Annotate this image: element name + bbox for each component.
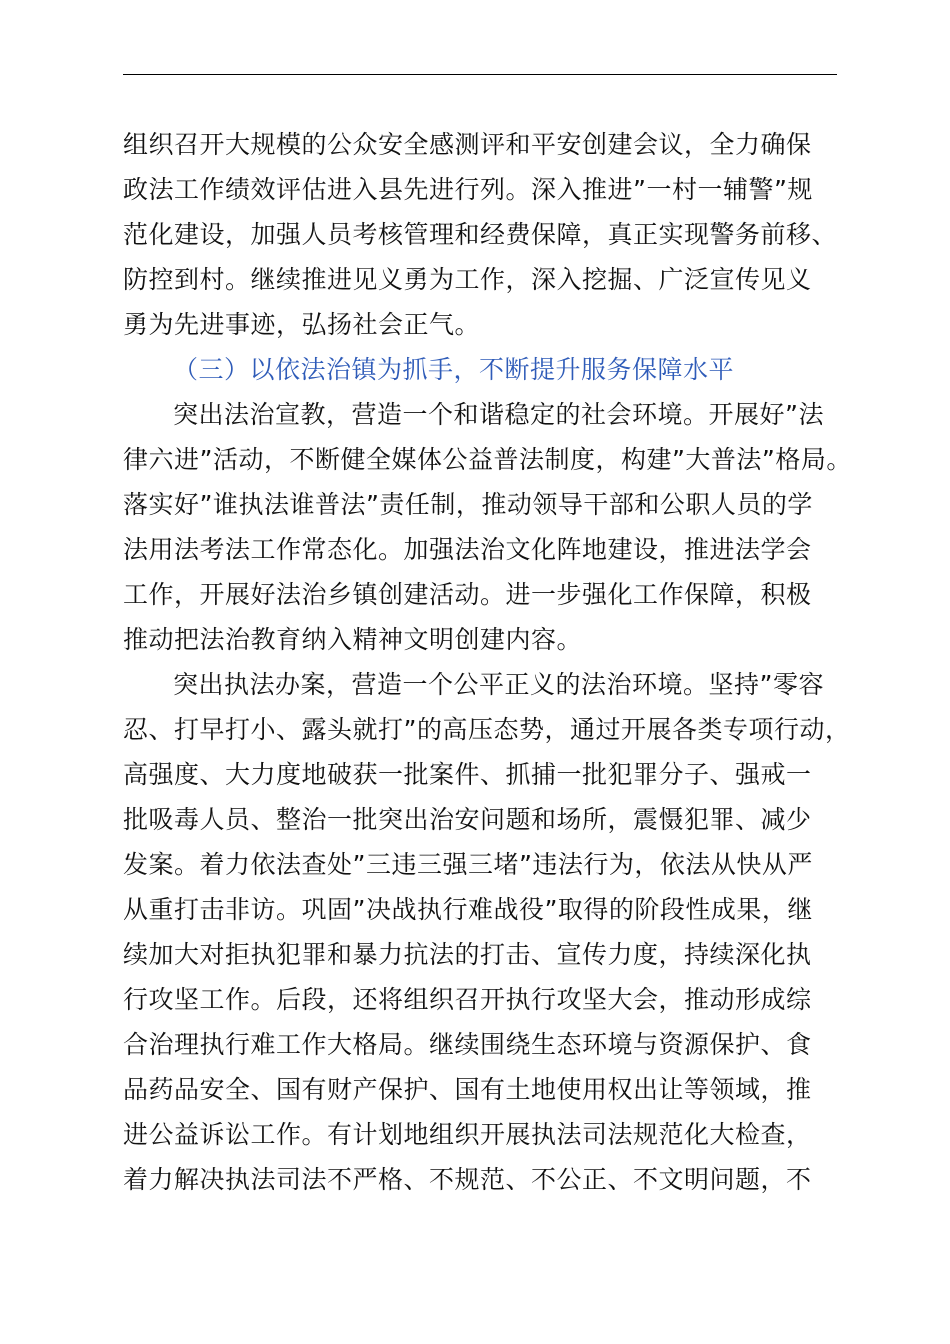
- text-line: 续加大对拒执犯罪和暴力抗法的打击、宣传力度，持续深化执: [123, 940, 812, 969]
- text-line: 着力解决执法司法不严格、不规范、不公正、不文明问题，不: [123, 1165, 812, 1194]
- paragraph-3: [123, 662, 851, 1202]
- text-line: 勇为先进事迹，弘扬社会正气。: [123, 310, 481, 339]
- text-line: 落实好”谁执法谁普法”责任制，推动领导干部和公职人员的学: [123, 490, 813, 519]
- text-line: 合治理执行难工作大格局。继续围绕生态环境与资源保护、食: [123, 1030, 812, 1059]
- text-line: 工作，开展好法治乡镇创建活动。进一步强化工作保障，积极: [123, 580, 812, 609]
- text-line: 发案。着力依法查处”三违三强三堵”违法行为，依法从快从严: [123, 850, 813, 879]
- text-line: 从重打击非访。巩固”决战执行难战役”取得的阶段性成果，继: [123, 895, 813, 924]
- text-line: 律六进”活动，不断健全媒体公益普法制度，构建”大普法”格局。: [123, 445, 852, 474]
- text-line: 品药品安全、国有财产保护、国有土地使用权出让等领域，推: [123, 1075, 812, 1104]
- text-line: 组织召开大规模的公众安全感测评和平安创建会议，全力确保: [123, 130, 812, 159]
- section-heading: （三）以依法治镇为抓手，不断提升服务保障水平: [173, 355, 735, 384]
- text-line: 突出执法办案，营造一个公平正义的法治环境。坚持”零容: [173, 670, 824, 699]
- text-line: 范化建设，加强人员考核管理和经费保障，真正实现警务前移、: [123, 220, 838, 249]
- text-line: 批吸毒人员、整治一批突出治安问题和场所，震慑犯罪、减少: [123, 805, 812, 834]
- text-line: 突出法治宣教，营造一个和谐稳定的社会环境。开展好”法: [173, 400, 824, 429]
- text-line: 防控到村。继续推进见义勇为工作，深入挖掘、广泛宣传见义: [123, 265, 812, 294]
- document-body: [123, 122, 852, 1202]
- text-line: 政法工作绩效评估进入县先进行列。深入推进”一村一辅警”规: [123, 175, 813, 204]
- text-line: 推动把法治教育纳入精神文明创建内容。: [123, 625, 583, 654]
- text-line: 行攻坚工作。后段，还将组织召开执行攻坚大会，推动形成综: [123, 985, 812, 1014]
- text-line: 法用法考法工作常态化。加强法治文化阵地建设，推进法学会: [123, 535, 812, 564]
- text-line: 进公益诉讼工作。有计划地组织开展执法司法规范化大检查，: [123, 1120, 812, 1149]
- paragraph-1: [123, 122, 837, 347]
- text-line: 忍、打早打小、露头就打”的高压态势，通过开展各类专项行动，: [123, 715, 851, 744]
- paragraph-2: [123, 392, 852, 662]
- header-rule: [123, 74, 837, 75]
- text-line: 高强度、大力度地破获一批案件、抓捕一批犯罪分子、强戒一: [123, 760, 812, 789]
